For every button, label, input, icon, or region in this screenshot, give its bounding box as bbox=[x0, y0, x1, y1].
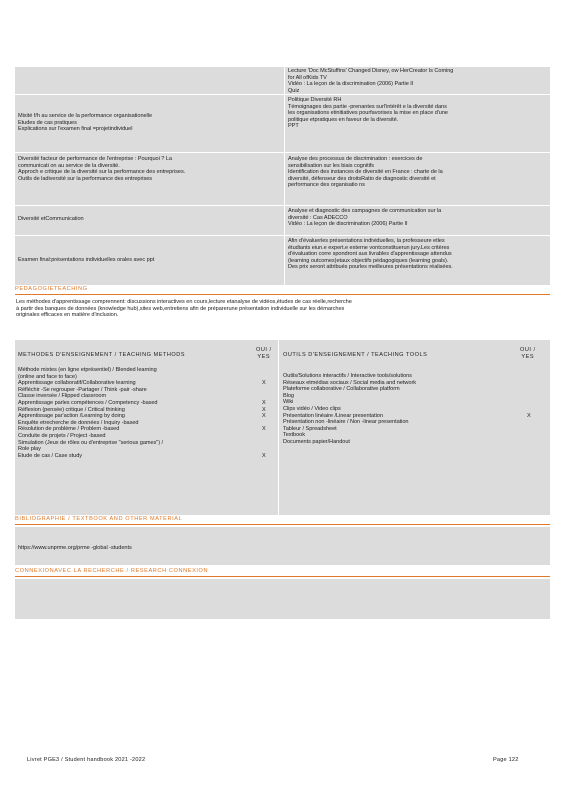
list-item bbox=[283, 399, 545, 406]
research-heading: CONNEXIONAVEC LA RECHERCHE / RESEARCH CONNEXION bbox=[15, 568, 209, 574]
yes-mark: X bbox=[262, 426, 266, 433]
list-item bbox=[18, 387, 276, 394]
list-item-label: Documents papier/Handout bbox=[283, 438, 350, 445]
session-activity: Vidéo : La leçon de la discrimination (2006) Partie II bbox=[288, 81, 414, 88]
list-item bbox=[18, 413, 276, 420]
session-activity: Politique Diversité RH bbox=[288, 97, 342, 103]
session-activity: Analyse des processus de discrimination : exercices de bbox=[288, 156, 423, 162]
section-divider bbox=[15, 576, 550, 577]
list-item-label: (online and face to face) bbox=[18, 373, 77, 380]
pedagogy-line: originales efficaces en matière d'inclusion. bbox=[16, 312, 119, 319]
table-column-divider bbox=[278, 340, 279, 515]
session-activity: PPT bbox=[288, 123, 299, 130]
session-activity: d'évaluation corre spondront aux livrables d'apprentissage attendus bbox=[288, 251, 452, 258]
table-row bbox=[288, 208, 546, 228]
session-activity: les organisations etinitiatives pourfavorises la mise en place d'une bbox=[288, 110, 448, 117]
yes-mark: X bbox=[262, 380, 266, 387]
pedagogy-line: Les méthodes d'apprentissage comprennent: discussions interactives en cours,lecture etanalyse de vidéos,études de cas réelle,recherche bbox=[16, 299, 352, 305]
list-item-label: Résolution de problème / Problem -based bbox=[18, 426, 120, 433]
table-row bbox=[288, 97, 546, 130]
table-row bbox=[288, 68, 546, 94]
list-item bbox=[283, 373, 545, 380]
session-topic: communicati on au service de la diversité. bbox=[18, 162, 120, 169]
list-item-label: Présentation non -linéaire / Non -linear presentation bbox=[283, 419, 409, 426]
list-item-label: Conduite de projets / Project -based bbox=[18, 432, 106, 439]
list-item bbox=[283, 386, 545, 393]
table-row-divider bbox=[15, 205, 550, 206]
teaching-methods-header: METHODES D'ENSEIGNEMENT / TEACHING METHODS bbox=[18, 352, 186, 358]
section-divider bbox=[15, 294, 550, 295]
list-item-label: Enquête etrecherche de données / Inquiry -based bbox=[18, 419, 139, 426]
yes-mark: X bbox=[262, 413, 266, 420]
session-topic: Outils de ladiversité sur la performance des entreprises bbox=[18, 175, 152, 182]
list-item-label: Plateforme collaborative / Collaborative platform bbox=[283, 386, 400, 393]
session-activity: Identification des instances de diversité en France : charte de la bbox=[288, 169, 443, 176]
list-item bbox=[18, 453, 276, 460]
list-item bbox=[283, 432, 545, 439]
list-item bbox=[18, 420, 276, 427]
bibliography-heading: BIBLIOGRAPHIE / TEXTBOOK AND OTHER MATERIAL bbox=[15, 516, 183, 522]
table-row bbox=[288, 238, 546, 271]
teaching-tools-list bbox=[283, 373, 545, 446]
list-item-label: Présentation linéaire /Linear presentation bbox=[283, 412, 383, 419]
list-item-label: Role play bbox=[18, 446, 41, 453]
list-item bbox=[283, 426, 545, 433]
footer-handbook-label: Livret PGE3 / Student handbook 2021 -2022 bbox=[27, 757, 146, 763]
section-divider bbox=[15, 524, 550, 525]
session-activity: Vidéo : La leçon de discrimination (2006) Partie II bbox=[288, 221, 408, 228]
list-item-label: Outils/Solutions interactifs / Interactive tools/solutions bbox=[283, 373, 412, 379]
pedagogy-heading: PEDAGOGIETEACHING bbox=[15, 286, 88, 292]
session-activity: Quiz bbox=[288, 87, 300, 94]
session-activity: diversité : Cas ADECCO bbox=[288, 214, 348, 221]
list-item bbox=[283, 393, 545, 400]
session-topic: Mixité f/h au service de la performance organisationelle bbox=[18, 113, 153, 119]
table-row-divider bbox=[15, 152, 550, 153]
list-item-label: Textbook bbox=[283, 432, 305, 439]
yes-header: OUI / YES bbox=[520, 347, 536, 360]
session-activity: Analyse et diagnostic des campagnes de communication sur la bbox=[288, 208, 442, 214]
bibliography-link[interactable]: https://www.unprme.org/prme -global -students bbox=[18, 545, 132, 551]
table-row bbox=[18, 156, 280, 182]
session-activity: (learning outcomes)etaux objectifs pédagogiques (learning goals). bbox=[288, 257, 449, 264]
list-item bbox=[18, 374, 276, 381]
list-item-label: Apprentissage collaboratif/Collaborative learning bbox=[18, 380, 136, 387]
list-item-label: Réfléchir -Se regrouper -Partager / Think -pair -share bbox=[18, 386, 147, 393]
list-item-label: Apprentissage parles compétences / Competency -based bbox=[18, 399, 158, 406]
list-item bbox=[283, 439, 545, 446]
list-item bbox=[18, 407, 276, 414]
session-activity: Lecture 'Doc McStuffins' Changed Disney, ow HerCreator Is Coming bbox=[288, 68, 454, 74]
session-activity: politique etpratiques en faveur de la diversité. bbox=[288, 116, 399, 123]
pedagogy-line: à partir des banques de données (knowledge hub),sites web,entretiens afin de préparerune présentation individuelle sur les démarches bbox=[16, 305, 345, 312]
list-item-label: Classe inversée / Flipped classroom bbox=[18, 393, 107, 400]
list-item-label: Wiki bbox=[283, 399, 294, 406]
table-row bbox=[18, 113, 280, 133]
session-topic: Explications sur l'examen final =projetindividuel bbox=[18, 126, 133, 133]
yes-header: OUI / YES bbox=[256, 347, 272, 360]
table-column-divider bbox=[284, 67, 285, 285]
list-item bbox=[283, 406, 545, 413]
yes-mark: X bbox=[262, 406, 266, 413]
research-box bbox=[15, 579, 550, 619]
list-item-label: Blog bbox=[283, 392, 294, 399]
list-item bbox=[18, 380, 276, 387]
list-item-label: Simulation (Jeux de rôles ou d'entreprise "serious games") / bbox=[18, 439, 164, 446]
session-activity: sensibilisation sur les biais cognitifs bbox=[288, 162, 375, 169]
list-item bbox=[18, 367, 276, 374]
session-topic: Approch e critique de la diversité sur la performance des entreprises. bbox=[18, 169, 186, 176]
table-row-divider bbox=[15, 235, 550, 236]
list-item-label: Apprentissage par'action /Learning by doing bbox=[18, 413, 125, 420]
page-number: Page 122 bbox=[493, 757, 519, 763]
list-item bbox=[18, 433, 276, 440]
list-item-label: Clips vidéo / Video clips bbox=[283, 405, 341, 412]
table-row bbox=[18, 257, 280, 264]
list-item-label: Tableur / Spreadsheet bbox=[283, 425, 337, 432]
list-item bbox=[283, 413, 545, 420]
table-row bbox=[18, 216, 280, 223]
list-item bbox=[18, 400, 276, 407]
session-activity: étudiants eiun.e expert.e externe vontconstituerun jury.Les critères bbox=[288, 244, 450, 251]
pedagogy-text bbox=[16, 299, 550, 319]
session-topic: Diversité facteur de performance de l'entreprise : Pourquoi ? La bbox=[18, 156, 172, 162]
teaching-methods-list bbox=[18, 367, 276, 459]
session-activity: diversité, défenseur des droitsRatio de diagnostic diversité et bbox=[288, 175, 436, 182]
list-item bbox=[18, 393, 276, 400]
list-item bbox=[18, 440, 276, 447]
yes-mark: X bbox=[262, 399, 266, 406]
yes-mark: X bbox=[262, 452, 266, 459]
list-item bbox=[18, 446, 276, 453]
list-item-label: Etude de cas / Case study bbox=[18, 452, 83, 459]
list-item bbox=[18, 426, 276, 433]
list-item-label: Réflexion (pensée) critique / Critical thinking bbox=[18, 406, 125, 413]
session-topic: Diversité etCommunication bbox=[18, 216, 84, 222]
list-item-label: Réseaux etmédias sociaux / Social media and network bbox=[283, 379, 417, 386]
session-topic: Etudes de cas pratiques bbox=[18, 119, 77, 126]
session-topic: Examen final:présentations individuelles orales avec ppt bbox=[18, 257, 155, 263]
list-item bbox=[283, 419, 545, 426]
table-row bbox=[288, 156, 546, 189]
session-activity: Témoignages des partie -prenantes surl'intérêt e la diversité dans bbox=[288, 103, 447, 110]
teaching-tools-header: OUTILS D'ENSEIGNEMENT / TEACHING TOOLS bbox=[283, 352, 428, 358]
session-activity: Afin d'évaluerles présentations individuelles, la professeure etles bbox=[288, 238, 445, 244]
session-activity: for All ofKids TV bbox=[288, 74, 327, 81]
yes-mark: X bbox=[527, 412, 531, 419]
list-item-label: Méthode mixtes (en ligne etprésentiel) / Blended learning bbox=[18, 367, 157, 373]
session-activity: performance des organisatio ns bbox=[288, 182, 365, 189]
list-item bbox=[283, 380, 545, 387]
session-activity: Des prix seront attribués pourles meilleures présentations réalisées. bbox=[288, 264, 453, 271]
